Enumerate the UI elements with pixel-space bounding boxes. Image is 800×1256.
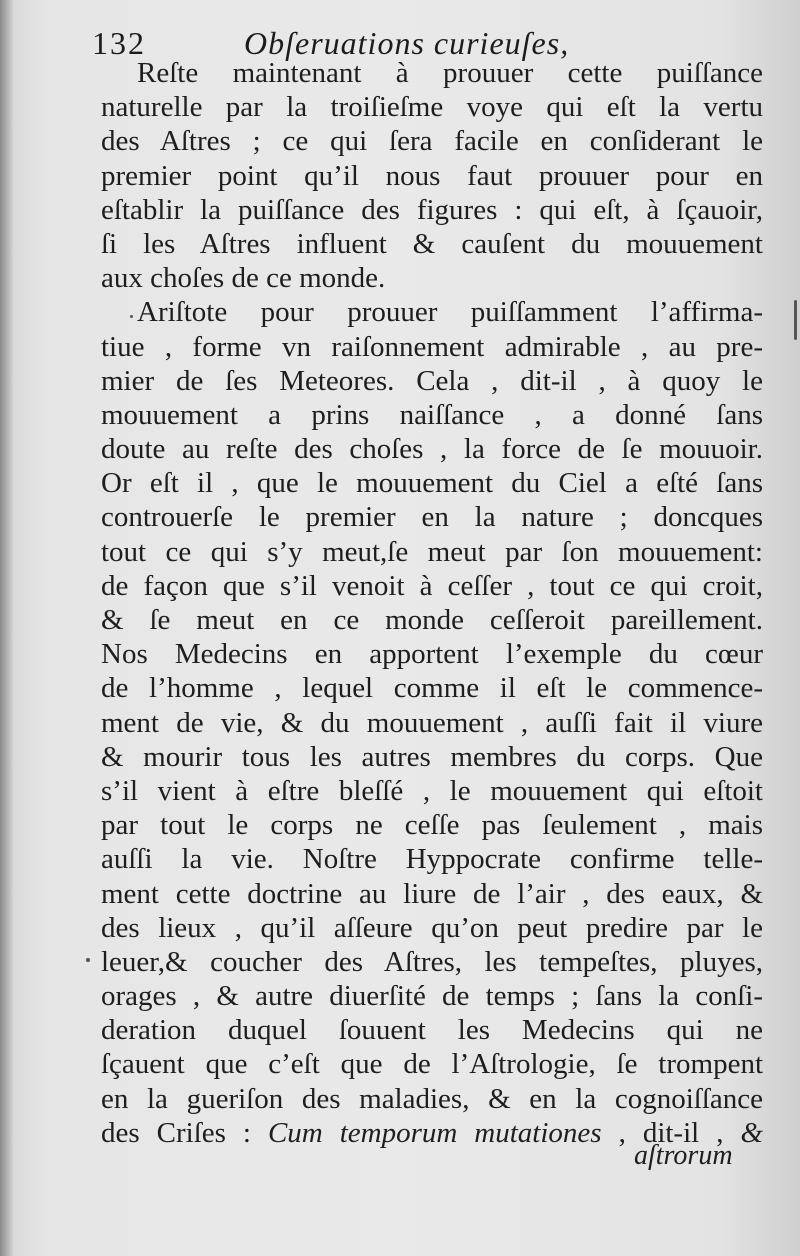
- last-line-lead: des Criſes :: [101, 1116, 268, 1149]
- text-line: s’il vient à eſtre bleſſé , le mouuement qui eſtoit: [101, 774, 763, 807]
- text-line: tiue , forme vn raiſonnement admirable , au pre-: [101, 330, 763, 363]
- body-text: [101, 56, 763, 1150]
- text-line: en la gueriſon des maladies, & en la cognoiſſance: [101, 1082, 763, 1115]
- last-line-italic: Cum temporum mutationes: [267, 1116, 602, 1149]
- text-line: ment cette doctrine au liure de l’air , des eaux, &: [101, 877, 763, 910]
- gutter-shadow: [0, 0, 14, 1256]
- last-line-middle: , dit-il ,: [601, 1116, 741, 1149]
- text-line: de l’homme , lequel comme il eſt le commence-: [101, 672, 763, 705]
- text-line: par tout le corps ne ceſſe pas ſeulement , mais: [101, 809, 763, 842]
- text-line: doute au reſte des choſes , la force de ſe mouuoir.: [101, 433, 763, 466]
- text-line: deration duquel ſouuent les Medecins qui ne: [101, 1014, 763, 1047]
- text-line: Reſte maintenant à prouuer cette puiſſance: [137, 57, 763, 89]
- page-number: 132: [92, 25, 146, 61]
- text-line: mier de ſes Meteores. Cela , dit-il , à quoy le: [101, 364, 763, 397]
- text-line: mouuement a prins naiſſance , a donné ſans: [101, 398, 763, 431]
- text-line: Or eſt il , que le mouuement du Ciel a eſté ſans: [101, 467, 763, 500]
- text-line: tout ce qui s’y meut,ſe meut par ſon mouuement:: [101, 535, 763, 568]
- text-line: de façon que s’il venoit à ceſſer , tout ce qui croit,: [101, 569, 763, 602]
- text-line: Nos Medecins en apportent l’exemple du cœur: [101, 638, 763, 671]
- text-line: naturelle par la troiſieſme voye qui eſt la vertu: [101, 91, 763, 124]
- running-title: Obſeruations curieuſes,: [244, 25, 570, 61]
- ink-speck: [86, 958, 90, 962]
- text-line: orages , & autre diuerſité de temps ; ſans la conſi-: [101, 980, 763, 1013]
- text-line: & ſe meut en ce monde ceſſeroit pareillement.: [101, 604, 763, 636]
- text-line: controuerſe le premier en la nature ; doncques: [101, 501, 763, 534]
- text-line: des Aſtres ; ce qui ſera facile en conſiderant le: [101, 125, 763, 158]
- text-line: eſtablir la puiſſance des figures : qui eſt, à ſçauoir,: [101, 193, 763, 226]
- last-line-end: &: [740, 1116, 763, 1149]
- catchword: aſtrorum: [634, 1140, 733, 1171]
- text-line: premier point qu’il nous faut prouuer pour en: [101, 159, 763, 192]
- text-line: ſi les Aſtres influent & cauſent du mouuement: [101, 227, 763, 260]
- text-line: ſçauent que c’eſt que de l’Aſtrologie, ſe trompent: [101, 1048, 763, 1081]
- text-line: des lieux , qu’il aſſeure qu’on peut predire par le: [101, 911, 763, 944]
- ink-speck: [130, 315, 133, 318]
- text-line: ment de vie, & du mouuement , auſſi fait il viure: [101, 706, 763, 739]
- text-line: auſſi la vie. Noſtre Hyppocrate confirme telle-: [101, 843, 763, 876]
- text-line: aux choſes de ce monde.: [101, 262, 386, 295]
- text-line: leuer,& coucher des Aſtres, les tempeſtes, pluyes,: [101, 945, 763, 978]
- text-line: & mourir tous les autres membres du corps. Que: [101, 740, 763, 773]
- text-line: Ariſtote pour prouuer puiſſamment l’affirma-: [137, 296, 763, 329]
- ink-speck: [794, 300, 797, 340]
